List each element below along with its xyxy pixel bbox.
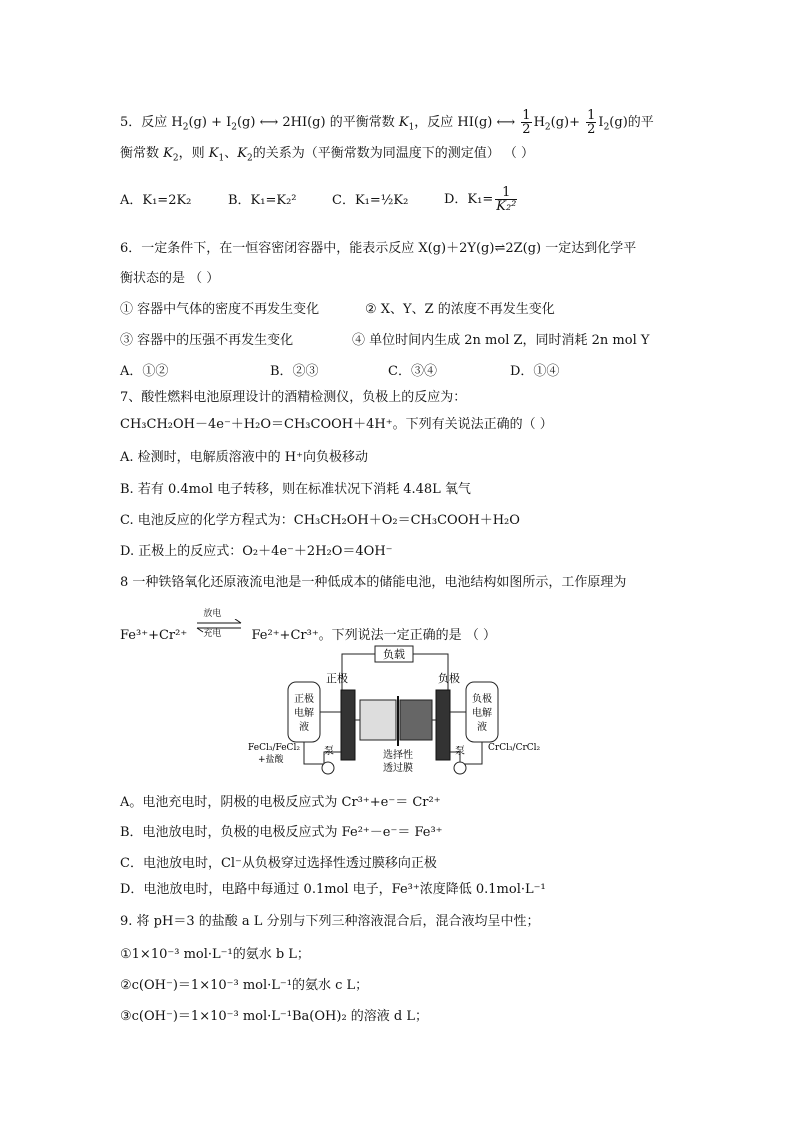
pump-right-label: 泵 (455, 746, 465, 757)
q8-option-a[interactable]: A。电池充电时，阴极的电极反应式为 Cr³⁺+e⁻＝ Cr²⁺ (120, 795, 441, 810)
negative-electrode-plate (436, 690, 450, 760)
q5-option-d[interactable]: D．K₁= $\frac{1}{\text{K₂²}}$ (444, 185, 517, 214)
membrane-label-2: 透过膜 (383, 763, 413, 774)
q6-stem-line2: 衡状态的是 （ ） (120, 271, 220, 286)
q8-option-c[interactable]: C．电池放电时，Cl⁻从负极穿过选择性透过膜移向正极 (120, 856, 437, 871)
positive-electrode-label: 正极 (326, 672, 348, 685)
q8-option-d[interactable]: D．电池放电时，电路中每通过 0.1mol 电子，Fe³⁺浓度降低 0.1mol·L⁻¹ (120, 882, 546, 897)
q5-option-b[interactable]: B．K₁=K₂² (228, 193, 297, 208)
pipe-left (304, 742, 341, 764)
q9-item-2: ②c(OH⁻)＝1×10⁻³ mol·L⁻¹的氨水 c L； (120, 978, 369, 993)
tank-right-text-1: 负极 (472, 694, 492, 705)
q5-option-a[interactable]: A．K₁=2K₂ (120, 193, 192, 208)
q6-item-4: ④ 单位时间内生成 2n mol Z，同时消耗 2n mol Y (352, 333, 650, 348)
pump-right (454, 762, 466, 774)
q7-option-a[interactable]: A. 检测时，电解质溶液中的 H⁺向负极移动 (120, 450, 368, 465)
cell-left-half (360, 700, 396, 740)
right-solution-label: CrCl₃/CrCl₂ (488, 743, 541, 753)
tank-right-text-3: 液 (477, 722, 487, 733)
q9-stem: 9. 将 pH＝3 的盐酸 a L 分别与下列三种溶液混合后，混合液均呈中性； (120, 914, 540, 929)
q6-option-b[interactable]: B．②③ (270, 364, 319, 379)
q9-item-3: ③c(OH⁻)＝1×10⁻³ mol·L⁻¹Ba(OH)₂ 的溶液 d L； (120, 1009, 429, 1024)
q6-item-2: ② X、Y、Z 的浓度不再发生变化 (365, 302, 555, 317)
q6-item-3: ③ 容器中的压强不再发生变化 (120, 333, 294, 348)
q6-stem-line1: 6．一定条件下，在一恒容密闭容器中，能表示反应 X(g)＋2Y(g)⇌2Z(g) 一定达到化学平 (120, 241, 637, 256)
tank-left-text-3: 液 (299, 722, 309, 733)
q7-stem-line2: CH₃CH₂OH－4e⁻＋H₂O＝CH₃COOH＋4H⁺。下列有关说法正确的（ ） (120, 417, 553, 432)
membrane-label-1: 选择性 (383, 750, 413, 761)
q8-stem-line1: 8 一种铁铬氧化还原液流电池是一种低成本的储能电池，电池结构如图所示，工作原理为 (120, 575, 627, 590)
pump-left (322, 762, 334, 774)
left-solution-label-1: FeCl₃/FeCl₂ (248, 743, 300, 753)
load-label: 负载 (383, 648, 405, 661)
q8-option-b[interactable]: B．电池放电时，负极的电极反应式为 Fe²⁺－e⁻＝ Fe³⁺ (120, 825, 443, 840)
negative-electrode-label: 负极 (438, 672, 460, 685)
tank-left-text-1: 正极 (294, 694, 314, 705)
q6-option-d[interactable]: D．①④ (510, 364, 560, 379)
q6-option-c[interactable]: C．③④ (388, 364, 437, 379)
fraction-half-2: $\frac{1}{2}$ (587, 108, 596, 137)
tank-right-text-2: 电解 (472, 708, 492, 719)
positive-electrode-plate (341, 690, 355, 760)
q7-option-b[interactable]: B. 若有 0.4mol 电子转移，则在标准状况下消耗 4.48L 氧气 (120, 482, 471, 497)
q5-line2: 衡常数 $K_2$，则 $K_1$、$K_2$的关系为（平衡常数为同温度下的测定值） （ ） (120, 146, 534, 164)
q7-option-d[interactable]: D. 正极上的反应式：O₂＋4e⁻＋2H₂O＝4OH⁻ (120, 544, 393, 559)
q7-stem-line1: 7、酸性燃料电池原理设计的酒精检测仪，负极上的反应为： (120, 390, 467, 405)
q6-item-1: ① 容器中气体的密度不再发生变化 (120, 302, 320, 317)
left-solution-label-2: +盐酸 (258, 755, 284, 765)
q8-equation: Fe³⁺+Cr²⁺ 放电 充电 Fe²⁺+Cr³⁺。下列说法一定正确的是 （ ） (120, 609, 496, 643)
q6-option-a[interactable]: A．①② (120, 364, 169, 379)
pump-left-label: 泵 (324, 746, 334, 757)
fraction-half-1: $\frac{1}{2}$ (522, 108, 531, 137)
flow-battery-diagram (248, 642, 548, 780)
reversible-arrow: 放电 充电 (195, 621, 243, 639)
q9-item-1: ①1×10⁻³ mol·L⁻¹的氨水 b L； (120, 947, 310, 962)
cell-right-half (400, 700, 432, 740)
q5-line1: 5．反应 $H_2(g) + I_2(g)$ ⟷ 2HI(g) 的平衡常数 $K_1$，反应 HI(g) ⟷ $\frac{1}{2}$ $H_2(g)+$ $\frac{1}{2}$ $I_2(g)$的平 (120, 108, 654, 137)
q5-option-c[interactable]: C．K₁=½K₂ (332, 193, 409, 208)
tank-left-text-2: 电解 (294, 708, 314, 719)
q7-option-c[interactable]: C. 电池反应的化学方程式为：CH₃CH₂OH＋O₂＝CH₃COOH＋H₂O (120, 513, 520, 528)
